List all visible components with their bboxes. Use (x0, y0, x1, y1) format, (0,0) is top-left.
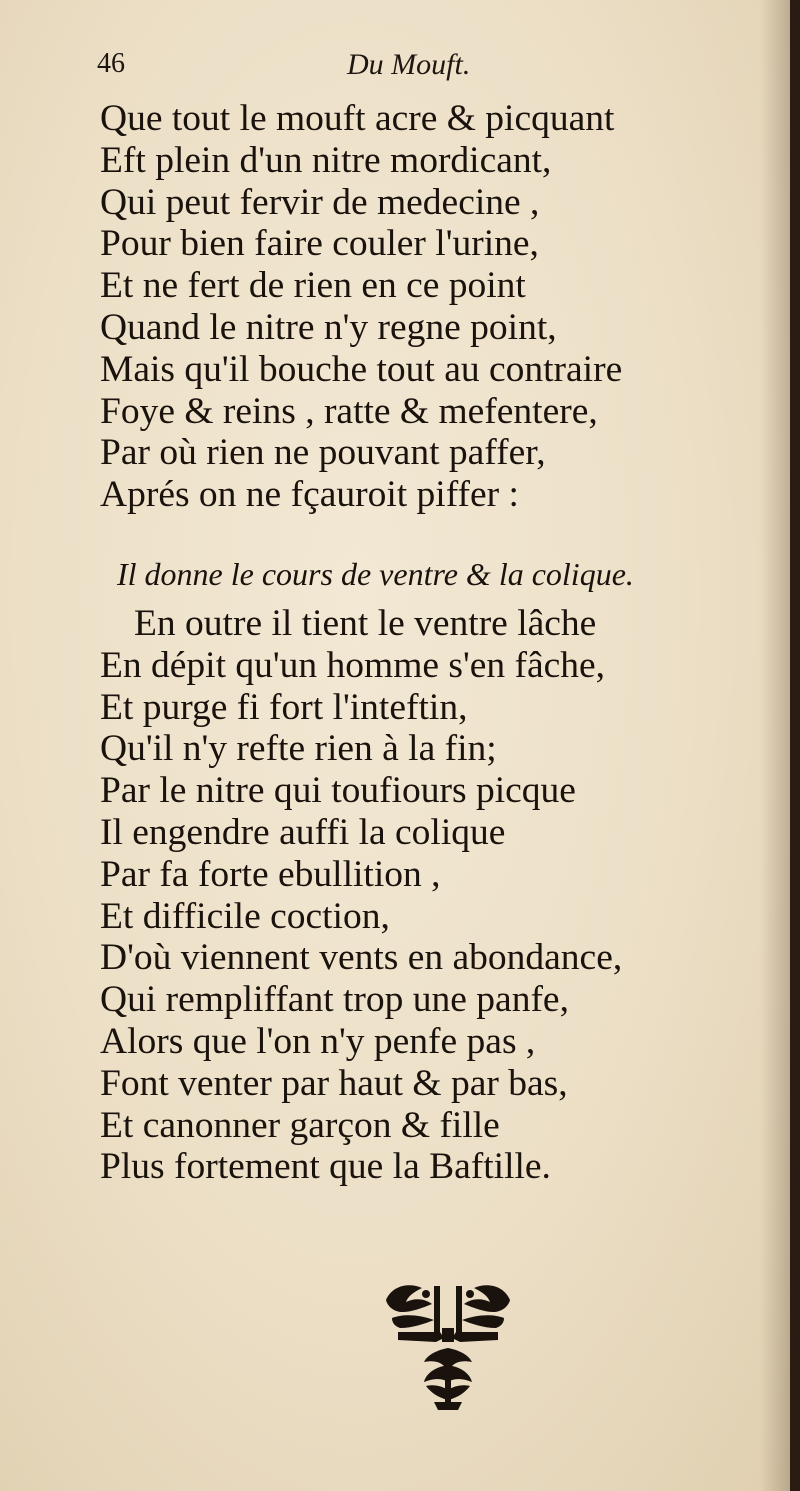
verse-line: Quand le nitre n'y regne point, (100, 306, 557, 348)
page-edge-shadow (760, 0, 790, 1491)
verse-line: Il engendre auffi la colique (100, 811, 506, 853)
verse-line: Qu'il n'y refte rien à la fin; (100, 728, 497, 770)
verse-line: Plus fortement que la Baftille. (100, 1146, 551, 1188)
verse-line: Alors que l'on n'y penfe pas , (100, 1020, 536, 1062)
verse-line: Qui rempliffant trop une panfe, (100, 979, 569, 1021)
page-number: 46 (97, 48, 125, 79)
verse-line: Et ne fert de rien en ce point (100, 265, 526, 307)
poem-stanza-1 (100, 98, 622, 516)
verse-line: Par où rien ne pouvant paffer, (100, 432, 546, 474)
verse-line: Foye & reins , ratte & mefentere, (100, 390, 598, 432)
verse-line: Par fa forte ebullition , (100, 853, 441, 895)
verse-line: Et canonner garçon & fille (100, 1104, 500, 1146)
verse-line: Qui peut fervir de medecine , (100, 181, 540, 223)
fleuron-ornament-icon (378, 1278, 518, 1413)
verse-line: Eft plein d'un nitre mordicant, (100, 139, 552, 181)
section-heading: Il donne le cours de ventre & la colique. (117, 556, 634, 592)
verse-line: Et purge fi fort l'inteftin, (100, 686, 468, 728)
verse-line: Font venter par haut & par bas, (100, 1062, 568, 1104)
verse-line: Et difficile coction, (100, 895, 390, 937)
verse-line: Que tout le mouft acre & picquant (100, 98, 615, 139)
page-header (97, 48, 697, 88)
verse-line: Par le nitre qui toufiours picque (100, 770, 576, 812)
verse-line: En outre il tient le ventre lâche (134, 603, 597, 644)
verse-line: Mais qu'il bouche tout au contraire (100, 348, 623, 390)
verse-line: Pour bien faire couler l'urine, (100, 223, 539, 265)
poem-stanza-2 (100, 603, 622, 1188)
verse-line: En dépit qu'un homme s'en fâche, (100, 644, 606, 686)
verse-line: D'où viennent vents en abondance, (100, 937, 623, 979)
running-head: Du Mouft. (347, 48, 471, 81)
verse-line: Aprés on ne fçauroit piffer : (100, 474, 519, 516)
